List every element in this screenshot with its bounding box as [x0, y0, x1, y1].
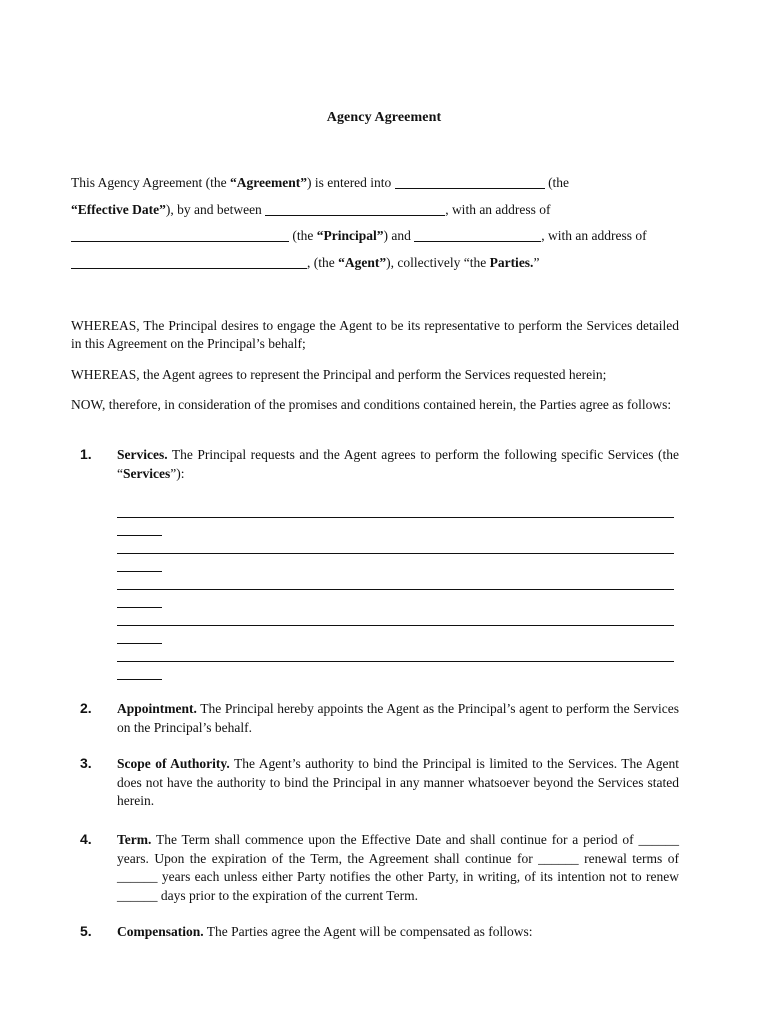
- intro-text: ) is entered into: [306, 175, 392, 190]
- section-text: The Principal hereby appoints the Agent as the Principal’s agent to perform the Services on the Principal’s behalf.: [117, 701, 679, 735]
- intro-text: ), by and between: [165, 201, 262, 217]
- document-title: Agency Agreement: [326, 110, 442, 125]
- section-number: 2.: [80, 700, 92, 716]
- section-text: ”):: [170, 465, 185, 481]
- intro-text: , with an address of: [541, 228, 647, 243]
- services-fill-row[interactable]: [117, 541, 675, 577]
- section-heading: Compensation.: [117, 924, 204, 939]
- intro-paragraph: [71, 170, 679, 276]
- section-heading: Appointment.: [117, 701, 197, 716]
- section-text: The Agent’s authority to bind the Principal is limited to the Services. The Agent does not have the authority to bind the Principal in any manner whatsoever beyond the Services stated herein.: [117, 756, 679, 808]
- section-body: [117, 755, 679, 811]
- recital-paragraph: WHEREAS, the Agent agrees to represent the Principal and perform the Services requested herein;: [71, 367, 607, 382]
- services-fill-row[interactable]: [117, 505, 675, 541]
- intro-text: (the: [289, 228, 317, 243]
- section-number: 4.: [80, 831, 92, 847]
- intro-text: , with an address of: [445, 201, 551, 217]
- services-term: Services: [123, 465, 171, 481]
- effective-date-blank[interactable]: [395, 174, 545, 189]
- section-body: [117, 831, 679, 905]
- section-number: 1.: [80, 446, 92, 462]
- intro-text: This Agency Agreement (the: [71, 175, 230, 190]
- effective-date-term: “Effective Date”: [71, 201, 166, 217]
- intro-text: ”: [533, 254, 540, 270]
- section-heading: Services.: [117, 447, 168, 462]
- agent-address-blank[interactable]: [71, 254, 307, 269]
- section-body: [117, 700, 679, 737]
- section-text: The Principal requests and the Agent agrees to perform the following specific Services (the “: [117, 447, 679, 481]
- section-heading: Term.: [117, 832, 152, 847]
- principal-term: “Principal”: [316, 228, 384, 243]
- section-body: [117, 923, 679, 942]
- intro-text: (the: [548, 175, 570, 190]
- principal-name-blank[interactable]: [265, 201, 445, 216]
- section-number: 5.: [80, 923, 92, 939]
- parties-term: Parties.: [489, 254, 534, 270]
- recital-paragraph: WHEREAS, The Principal desires to engage the Agent to be its representative to perform the Services detailed in this Agreement on the Principal’s behalf;: [71, 318, 679, 351]
- services-fill-row[interactable]: [117, 613, 675, 649]
- intro-text: ) and: [383, 228, 415, 243]
- section-heading: Scope of Authority.: [117, 756, 230, 771]
- recital-paragraph: NOW, therefore, in consideration of the promises and conditions contained herein, the Parties agree as follows:: [71, 397, 672, 412]
- services-fill-lines: [117, 505, 675, 685]
- section-text: The Parties agree the Agent will be compensated as follows:: [203, 924, 533, 939]
- section-text: The Term shall commence upon the Effective Date and shall continue for a period of ______ years. Upon the expiration of the Term, the Agreement shall continue for ______ renewal terms of ______ years each unless either Party notifies the other Party, in writing, of its intention not to renew ______ days prior to the expiration of the current Term.: [117, 832, 679, 903]
- principal-address-blank[interactable]: [71, 227, 289, 242]
- agreement-term: “Agreement”: [229, 175, 307, 190]
- section-body: [117, 446, 679, 483]
- intro-text: ), collectively “the: [386, 254, 490, 270]
- agent-name-blank[interactable]: [414, 227, 541, 242]
- section-number: 3.: [80, 755, 92, 771]
- intro-text: , (the: [307, 254, 339, 270]
- agent-term: “Agent”: [338, 254, 387, 270]
- services-fill-row[interactable]: [117, 577, 675, 613]
- services-fill-row[interactable]: [117, 649, 675, 685]
